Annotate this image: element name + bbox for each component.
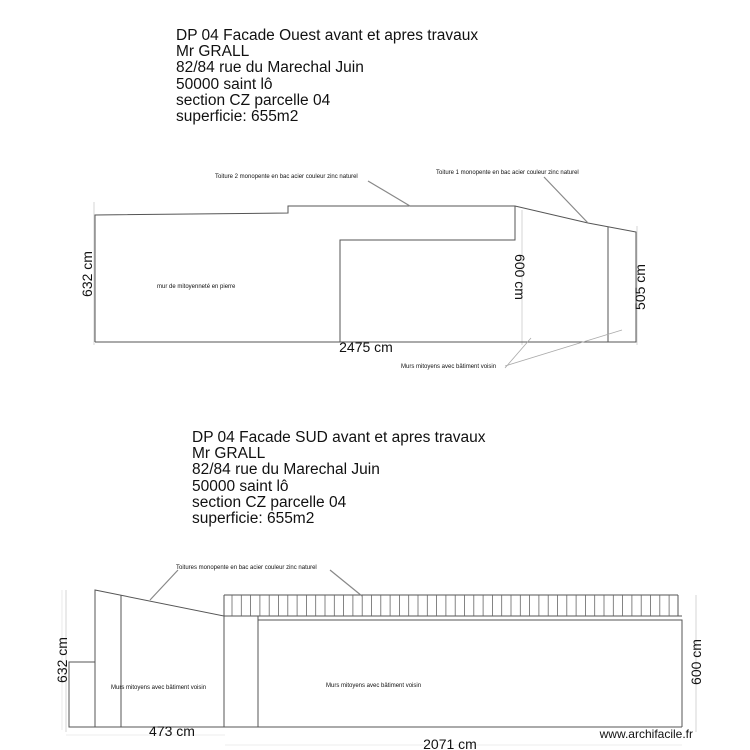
west-parcel-line: section CZ parcelle 04 [176,91,331,109]
west-roof2-label: Toiture 2 monopente en bac acier couleur zinc naturel [215,174,358,180]
west-owner-line: Mr GRALL [176,43,250,61]
west-dim-bottom: 2475 cm [339,339,393,355]
south-roof-label: Toitures monopente en bac acier couleur zinc naturel [176,565,317,571]
west-dim-left: 632 cm [79,251,95,297]
south-main-block [258,620,682,727]
west-area-line: superficie: 655m2 [176,108,299,126]
west-city-line: 50000 saint lô [176,75,273,93]
south-parcel-line: section CZ parcelle 04 [192,493,347,511]
south-city-line: 50000 saint lô [192,477,289,495]
south-wall-label-right: Murs mitoyens avec bâtiment voisin [326,683,422,689]
west-dim-mid: 600 cm [512,254,528,300]
west-roof1-label: Toiture 1 monopente en bac acier couleur zinc naturel [436,170,579,176]
south-wall-label-left: Murs mitoyens avec bâtiment voisin [111,685,207,691]
south-mid-column [224,616,258,727]
south-dim-left: 632 cm [54,637,70,683]
south-address-line: 82/84 rue du Marechal Juin [192,461,380,479]
west-address-line: 82/84 rue du Marechal Juin [176,59,364,77]
south-sloped-block [95,590,224,727]
west-wall-label: mur de mitoyenneté en pierre [157,284,236,290]
south-title-line: DP 04 Facade SUD avant et apres travaux [192,429,486,446]
south-left-annex [69,662,95,727]
south-dim-right: 600 cm [688,639,704,685]
west-inner-wall [340,206,515,342]
brand-watermark: www.archifacile.fr [599,727,693,741]
south-area-line: superficie: 655m2 [192,510,315,528]
west-roof1-leader [544,177,588,223]
south-dim-bottom-right: 2071 cm [423,736,477,750]
south-roof-leader-left [150,570,178,600]
south-roof-leader-right [330,570,362,596]
south-dim-bottom-left: 473 cm [149,723,195,739]
west-neighbour-label: Murs mitoyens avec bâtiment voisin [401,364,497,370]
south-roof-ribs [232,595,669,616]
south-owner-line: Mr GRALL [192,445,266,463]
west-outline [95,206,636,342]
west-dim-right: 505 cm [632,264,648,310]
south-facade [62,570,696,745]
west-roof2-leader [368,181,410,206]
west-title-line: DP 04 Facade Ouest avant et apres travaux [176,27,479,44]
